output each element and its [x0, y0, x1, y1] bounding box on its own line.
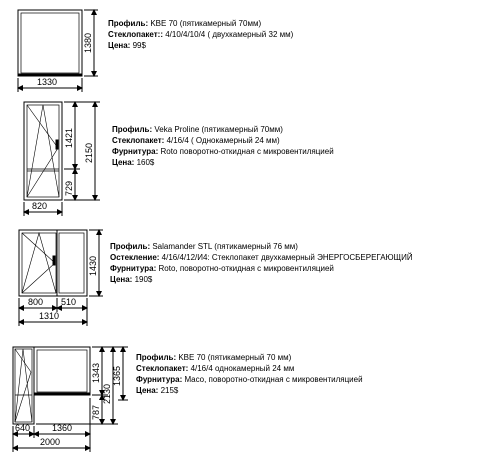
spec-3-glass: Остекление: 4/16/4/12/И4: Стеклопакет двухкамерный ЭНЕРГОСБЕРЕГАЮЩИЙ: [110, 253, 413, 262]
window-2-height: 2150: [84, 142, 94, 163]
window-2-lower: 729: [64, 180, 74, 196]
spec-1-profile: Профиль: KBE 70 (пятикамерный 70мм): [108, 19, 262, 28]
window-1-height: 1380: [83, 32, 93, 53]
spec-2-price: Цена: 160$: [112, 158, 155, 167]
window-3-left-width: 800: [28, 297, 44, 307]
window-4-total-height: 1365: [112, 365, 122, 386]
spec-3-price: Цена: 190$: [110, 275, 153, 284]
window-4-door-height: 2130: [102, 383, 112, 404]
window-4-window-height: 1343: [91, 362, 101, 383]
window-2-upper: 1421: [64, 127, 74, 148]
spec-3: [110, 241, 413, 285]
spec-3-profile: Профиль: Salamander STL (пятикамерный 76 мм): [110, 242, 298, 251]
window-4-window-width: 1360: [52, 423, 73, 433]
spec-1-price: Цена: 99$: [108, 41, 146, 50]
window-3-total-width: 1310: [39, 311, 60, 321]
spec-4: [136, 352, 363, 396]
spec-3-fittings: Фурнитура: Roto, поворотно-откидная с микровентиляцией: [110, 264, 334, 273]
window-3: [19, 230, 103, 326]
spec-4-fittings: Фурнитура: Maco, поворотно-откидная с микровентиляцией: [136, 375, 363, 384]
spec-2-glass: Стеклопакет: 4/16/4 ( Однокамерный 24 мм): [112, 136, 280, 145]
window-4-lower-height: 787: [91, 404, 101, 420]
window-4-door-width: 640: [15, 423, 31, 433]
window-3-height: 1430: [88, 255, 98, 276]
spec-4-profile: Профиль: KBE 70 (пятикамерный 70 мм): [136, 353, 292, 362]
spec-1: [108, 18, 293, 51]
spec-2-profile: Профиль: Veka Proline (пятикамерный 70мм): [112, 125, 283, 134]
window-1-width: 1330: [37, 77, 58, 87]
spec-4-price: Цена: 215$: [136, 386, 179, 395]
spec-1-glass: Стеклопакет:: 4/10/4/10/4 ( двухкамерный 32 мм): [108, 30, 294, 39]
spec-2-fittings: Фурнитура: Roto поворотно-откидная с микровентиляцией: [112, 147, 334, 156]
window-2-width: 820: [32, 201, 48, 211]
spec-4-glass: Стеклопакет: 4/16/4 однокамерный 24 мм: [136, 364, 295, 373]
spec-2: [112, 124, 334, 168]
window-4-total-width: 2000: [40, 437, 61, 447]
window-3-right-width: 510: [61, 297, 77, 307]
